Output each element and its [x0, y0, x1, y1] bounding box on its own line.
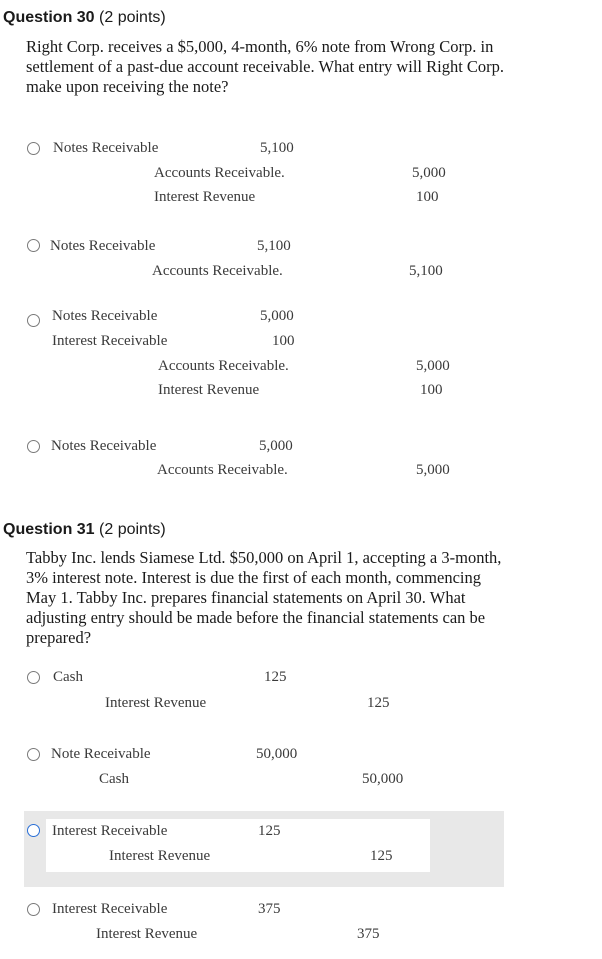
radio-button[interactable] — [27, 671, 40, 684]
account-name: Interest Revenue — [109, 848, 211, 864]
account-name: Interest Revenue — [96, 926, 198, 942]
account-name: Cash — [53, 669, 83, 685]
debit-amount: 5,100 — [260, 140, 294, 156]
account-name: Interest Receivable — [52, 901, 168, 917]
question-points: (2 points) — [99, 9, 166, 26]
account-name: Interest Revenue — [154, 189, 256, 205]
account-name: Accounts Receivable. — [152, 263, 283, 279]
account-name: Accounts Receivable. — [154, 165, 285, 181]
debit-amount: 125 — [264, 669, 287, 685]
question-31-header — [3, 521, 166, 539]
debit-amount: 50,000 — [256, 746, 298, 762]
credit-amount: 125 — [370, 848, 393, 864]
question-text: Tabby Inc. lends Siamese Ltd. $50,000 on April 1, accepting a 3-month, 3% interest note. Interest is due the first of each month, commencing May 1. Tabby Inc. prepares financial statements on April 30. What adjusting entry should be made before the financial statements can be prepared? — [26, 548, 502, 647]
credit-amount: 100 — [416, 189, 439, 205]
debit-amount: 5,000 — [260, 308, 294, 324]
credit-amount: 100 — [420, 382, 443, 398]
credit-amount: 5,000 — [416, 358, 450, 374]
question-points: (2 points) — [99, 521, 166, 538]
question-30-header — [3, 9, 166, 27]
radio-button[interactable] — [27, 314, 40, 327]
debit-amount: 100 — [272, 333, 295, 349]
credit-amount: 5,000 — [416, 462, 450, 478]
credit-amount: 50,000 — [362, 771, 404, 787]
radio-button[interactable] — [27, 903, 40, 916]
question-title: Question 31 — [3, 521, 95, 538]
debit-amount: 5,000 — [259, 438, 293, 454]
radio-button[interactable] — [27, 440, 40, 453]
credit-amount: 5,000 — [412, 165, 446, 181]
radio-button[interactable] — [27, 824, 40, 837]
account-name: Accounts Receivable. — [158, 358, 289, 374]
credit-amount: 125 — [367, 695, 390, 711]
debit-amount: 125 — [258, 823, 281, 839]
question-title: Question 30 — [3, 9, 95, 26]
account-name: Accounts Receivable. — [157, 462, 288, 478]
account-name: Interest Receivable — [52, 823, 168, 839]
account-name: Interest Revenue — [158, 382, 260, 398]
radio-button[interactable] — [27, 748, 40, 761]
account-name: Interest Receivable — [52, 333, 168, 349]
account-name: Interest Revenue — [105, 695, 207, 711]
account-name: Notes Receivable — [52, 308, 158, 324]
account-name: Cash — [99, 771, 129, 787]
account-name: Note Receivable — [51, 746, 151, 762]
credit-amount: 5,100 — [409, 263, 443, 279]
radio-button[interactable] — [27, 239, 40, 252]
account-name: Notes Receivable — [50, 238, 156, 254]
credit-amount: 375 — [357, 926, 380, 942]
account-name: Notes Receivable — [51, 438, 157, 454]
question-text: Right Corp. receives a $5,000, 4-month, 6% note from Wrong Corp. in settlement of a past-due account receivable. What entry will Right Corp. make upon receiving the note? — [26, 37, 505, 96]
radio-button[interactable] — [27, 142, 40, 155]
debit-amount: 5,100 — [257, 238, 291, 254]
debit-amount: 375 — [258, 901, 281, 917]
account-name: Notes Receivable — [53, 140, 159, 156]
